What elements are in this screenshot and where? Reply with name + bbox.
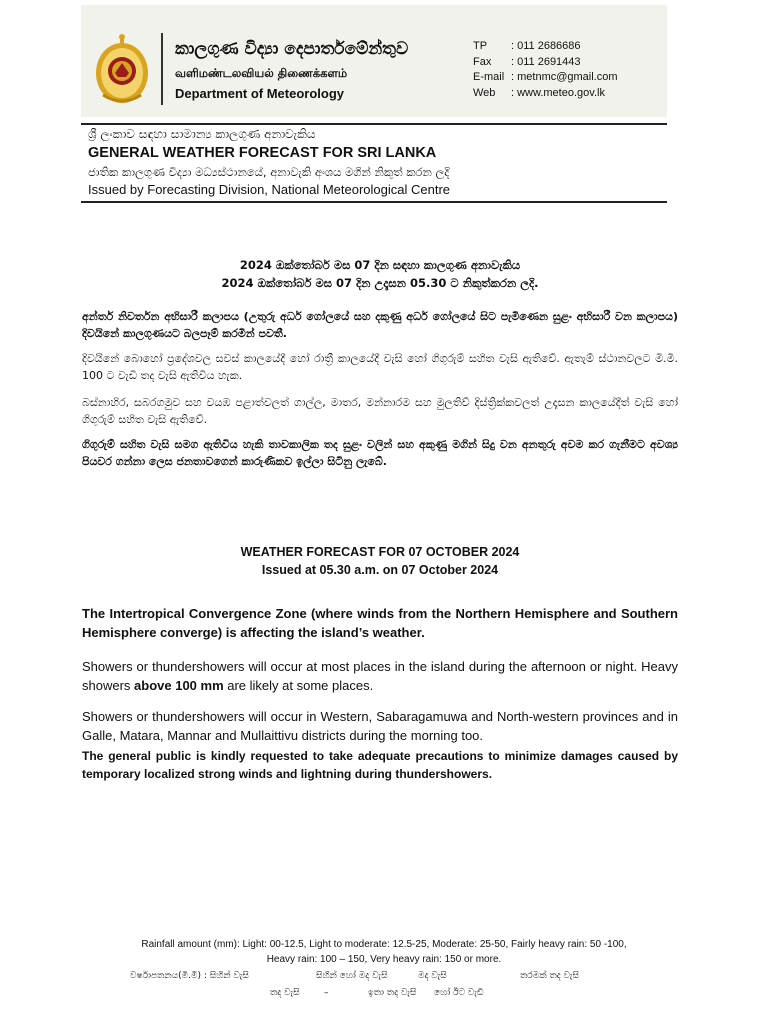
english-paragraph-1: The Intertropical Convergence Zone (where winds from the Northern Hemisphere and Southern Hemisphere converge) is affecting the island’s weather. (82, 606, 678, 640)
general-title-sinhala: ශ්‍රී ලංකාව සඳහා සාමාන්‍ය කාලගුණ අනාවැකිය (88, 127, 316, 141)
sinhala-paragraph-3: බස්නාහිර, සබරගමුව සහ වයඹ පළාත්වලත් ගාල්ල, මාතර, මන්නාරම සහ මුලතිව් දිස්ත්‍රික්කවලත් උදෑසන කාලයේදීත් වැසි හෝ ගිගුරුම් සහිත වැසි ඇතිවේ. (82, 396, 678, 426)
rule-top (81, 123, 667, 125)
english-forecast-title: WEATHER FORECAST FOR 07 OCTOBER 2024 (240, 545, 520, 559)
si-legend-dash: – (324, 988, 329, 998)
si-legend-heavy: තද වැසි (270, 988, 300, 998)
contact-fax: Fax : 011 2691443 (473, 55, 581, 68)
english-issued-time: Issued at 05.30 a.m. on 07 October 2024 (261, 563, 499, 577)
letterhead (81, 5, 667, 117)
si-legend-light: වර්ෂාපතනය(මි.මී) : සිහින් වැසි (130, 971, 249, 981)
contact-phone: TP : 011 2686686 (473, 40, 581, 52)
sri-lanka-emblem-icon (93, 33, 151, 107)
issued-by-sinhala: ජාතික කාලගුණ විද්‍යා මධ්‍යස්ථානයේ, අනාවැකි අංශය මගින් නිකුත් කරන ලදි (88, 165, 450, 179)
department-name-sinhala: කාලගුණ විද්‍යා දෙපාර්තමේන්තුව (175, 39, 409, 59)
department-name-tamil: வளிமண்டலவியல் திணைக்களம் (175, 66, 348, 80)
english-paragraph-2: Showers or thundershowers will occur at most places in the island during the afternoon or night. Heavy showers above 100 mm are likely at some places. (82, 659, 678, 693)
issued-by-english: Issued by Forecasting Division, National Meteorological Centre (88, 182, 451, 197)
sinhala-forecast-title: 2024 ඔක්තෝබර් මස 07 දින සඳහා කාලගුණ අනාවැකිය (239, 258, 521, 272)
si-legend-light-moderate: සිහින් හෝ මද වැසි (316, 971, 388, 981)
sinhala-paragraph-2: දිවයිනේ බොහෝ ප්‍රදේශවල සවස් කාලයේදී හෝ රාත්‍රී කාලයේදී වැසි හෝ ගිගුරුම් සහිත වැසි ඇතිවේ. ඇතැම් ස්ථානවලට මි.මී. 100 ට වැඩි තද වැසි ඇතිවිය හැක. (82, 352, 678, 382)
sinhala-paragraph-4: ගිගුරුම් සහිත වැසි සමග ඇතිවිය හැකි තාවකාලික තද සුළං වලින් සහ අකුණු මගින් සිදු වන අනතුරු අවම කර ගැනීමට අවශ්‍ය පියවර ගන්නා ලෙස ජනතාවගෙන් කාරුණිකව ඉල්ලා සිටිනු ලැබේ. (82, 438, 678, 468)
contact-block (473, 39, 618, 101)
english-paragraph-4: The general public is kindly requested to take adequate precautions to minimize damages caused by temporary localized strong winds and lightning during thundershowers. (82, 749, 678, 781)
header-divider (161, 33, 163, 105)
rainfall-legend-line-2: Heavy rain: 100 – 150, Very heavy rain: 150 or more. (266, 954, 502, 965)
sinhala-paragraph-1: අන්තර් නිවර්තන අභිසාරී කලාපය (උතුරු අර්ධ ගෝලයේ සහ දකුණු අර්ධ ගෝලයේ සිට පැමිණෙන සුළං අභිසාරී වන කලාපය) දිවයිනේ කාලගුණයට බලපෑම් කරමින් පවතී. (82, 310, 678, 340)
si-legend-very-heavy: ඉතා තද වැසි (368, 988, 417, 998)
rule-bottom (81, 201, 667, 203)
si-legend-moderate: මද වැසි (418, 971, 447, 981)
si-legend-or-more: හෝ ඊට වැඩි (434, 988, 484, 998)
rainfall-legend-line-1: Rainfall amount (mm): Light: 00-12.5, Light to moderate: 12.5-25, Moderate: 25-50, Fairly heavy rain: 50 -100, (141, 939, 627, 950)
english-paragraph-3: Showers or thundershowers will occur in Western, Sabaragamuwa and North-western provinces and in Galle, Matara, Mannar and Mullaittivu districts during the morning too. (82, 709, 678, 743)
department-name-english: Department of Meteorology (175, 86, 345, 101)
contact-web: Web : www.meteo.gov.lk (473, 86, 605, 99)
general-title-english: GENERAL WEATHER FORECAST FOR SRI LANKA (88, 145, 437, 161)
si-legend-fairly-heavy: තරමක් තද වැසි (520, 971, 580, 981)
rainfall-highlight: above 100 mm (134, 678, 224, 693)
sinhala-issued-time: 2024 ඔක්තෝබර් මස 07 දින උදෑසන 05.30 ට නිකුත්කරන ලදි. (221, 276, 539, 290)
contact-email: E-mail : metnmc@gmail.com (473, 71, 618, 83)
